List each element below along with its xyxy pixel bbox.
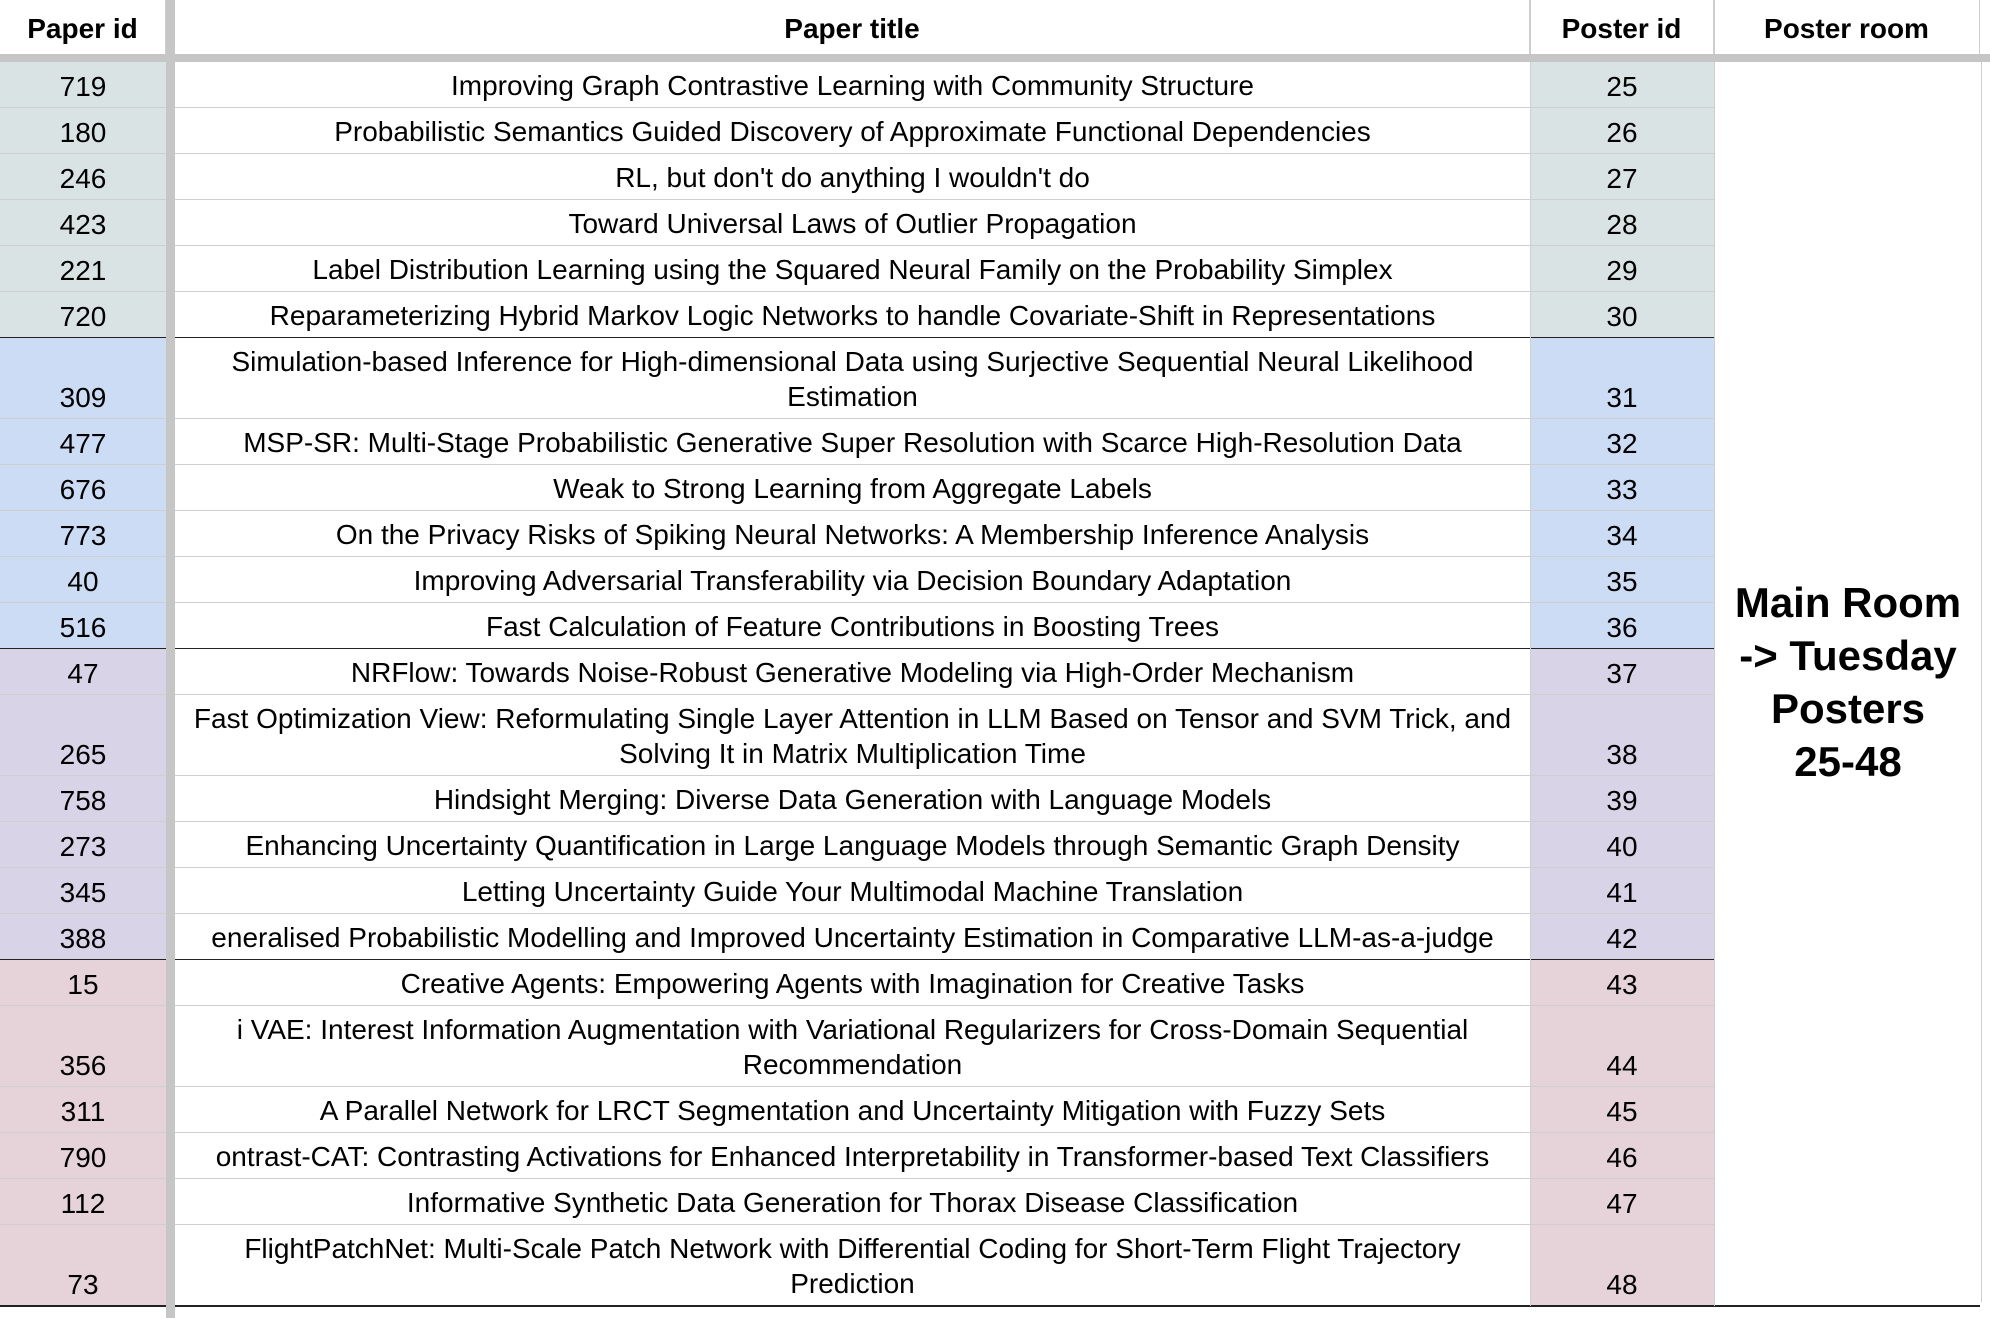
paper-title-cell[interactable] [175, 1225, 1530, 1306]
paper-title-text: Toward Universal Laws of Outlier Propagation [568, 207, 1137, 239]
paper-title-text: Simulation-based Inference for High-dimensional Data using Surjective Sequential Neural Likelihood Estimation [231, 345, 1474, 412]
frozen-column-divider[interactable] [166, 0, 175, 1318]
table-row[interactable] [0, 868, 1714, 914]
paper-title-text: NRFlow: Towards Noise-Robust Generative Modeling via High-Order Mechanism [350, 656, 1355, 688]
poster-id-cell[interactable]: 41 [1530, 868, 1714, 914]
paper-title-text: Fast Optimization View: Reformulating Single Layer Attention in LLM Based on Tensor and SVM Trick, and Solving It in Matrix Multiplication Time [193, 702, 1512, 769]
poster-id-cell[interactable]: 30 [1530, 292, 1714, 338]
poster-id-cell[interactable]: 31 [1530, 338, 1714, 419]
table-row[interactable] [0, 200, 1714, 246]
paper-id-cell[interactable]: 516 [0, 603, 166, 649]
paper-id-cell[interactable]: 719 [0, 62, 166, 108]
paper-title-cell[interactable] [175, 557, 1530, 603]
poster-id-cell[interactable]: 27 [1530, 154, 1714, 200]
paper-title-cell[interactable] [175, 1006, 1530, 1087]
paper-id-cell[interactable]: 112 [0, 1179, 166, 1225]
table-row[interactable] [0, 154, 1714, 200]
poster-id-cell[interactable]: 36 [1530, 603, 1714, 649]
paper-title-cell[interactable] [175, 914, 1530, 960]
paper-id-cell[interactable]: 47 [0, 649, 166, 695]
table-row[interactable] [0, 1087, 1714, 1133]
paper-id-cell[interactable]: 720 [0, 292, 166, 338]
paper-title-cell[interactable] [175, 465, 1530, 511]
table-row[interactable] [0, 914, 1714, 960]
table-row[interactable] [0, 511, 1714, 557]
poster-id-cell[interactable]: 39 [1530, 776, 1714, 822]
table-row[interactable] [0, 1006, 1714, 1087]
table-row[interactable] [0, 419, 1714, 465]
paper-title-text: Letting Uncertainty Guide Your Multimodal Machine Translation [461, 875, 1244, 907]
paper-id-cell[interactable]: 311 [0, 1087, 166, 1133]
paper-title-cell[interactable] [175, 649, 1530, 695]
paper-title-text: Hindsight Merging: Diverse Data Generation with Language Models [433, 783, 1272, 815]
paper-id-cell[interactable]: 477 [0, 419, 166, 465]
paper-title-cell[interactable] [175, 292, 1530, 338]
paper-id-cell[interactable]: 40 [0, 557, 166, 603]
paper-title-text: ontrast-CAT: Contrasting Activations for Enhanced Interpretability in Transformer-based Text Classifiers [215, 1140, 1490, 1172]
table-row[interactable] [0, 557, 1714, 603]
poster-id-cell[interactable]: 37 [1530, 649, 1714, 695]
table-row[interactable] [0, 465, 1714, 511]
paper-title-cell[interactable] [175, 822, 1530, 868]
paper-title-cell[interactable] [175, 108, 1530, 154]
table-row[interactable] [0, 246, 1714, 292]
header-poster-room[interactable]: Poster room [1714, 0, 1980, 58]
paper-title-text: eneralised Probabilistic Modelling and Improved Uncertainty Estimation in Comparative LLM-as-a-judge [211, 921, 1494, 953]
paper-id-cell[interactable]: 790 [0, 1133, 166, 1179]
paper-id-cell[interactable]: 773 [0, 511, 166, 557]
table-row[interactable] [0, 62, 1714, 108]
poster-id-cell[interactable]: 28 [1530, 200, 1714, 246]
paper-id-cell[interactable]: 273 [0, 822, 166, 868]
header-poster-id[interactable]: Poster id [1530, 0, 1714, 58]
paper-id-cell[interactable]: 345 [0, 868, 166, 914]
poster-id-cell[interactable]: 47 [1530, 1179, 1714, 1225]
paper-id-cell[interactable]: 15 [0, 960, 166, 1006]
paper-title-text: Label Distribution Learning using the Squared Neural Family on the Probability Simplex [312, 253, 1393, 285]
paper-id-cell[interactable]: 423 [0, 200, 166, 246]
paper-id-cell[interactable]: 265 [0, 695, 166, 776]
paper-id-cell[interactable]: 180 [0, 108, 166, 154]
poster-id-cell[interactable]: 40 [1530, 822, 1714, 868]
paper-title-cell[interactable] [175, 62, 1530, 108]
paper-title-text: Improving Graph Contrastive Learning with Community Structure [450, 69, 1254, 101]
poster-id-cell[interactable]: 26 [1530, 108, 1714, 154]
paper-id-cell[interactable]: 73 [0, 1225, 166, 1306]
column-gridline [1530, 0, 1531, 1306]
paper-title-cell[interactable] [175, 419, 1530, 465]
poster-id-cell[interactable]: 46 [1530, 1133, 1714, 1179]
poster-id-cell[interactable]: 42 [1530, 914, 1714, 960]
paper-title-text: Reparameterizing Hybrid Markov Logic Networks to handle Covariate-Shift in Representations [269, 299, 1436, 331]
poster-id-cell[interactable]: 34 [1530, 511, 1714, 557]
paper-title-cell[interactable] [175, 603, 1530, 649]
paper-title-text: A Parallel Network for LRCT Segmentation and Uncertainty Mitigation with Fuzzy Sets [319, 1094, 1386, 1126]
poster-room-cell[interactable]: Main Room -> Tuesday Posters 25-48 [1714, 62, 1982, 1302]
poster-id-cell[interactable]: 43 [1530, 960, 1714, 1006]
paper-title-cell[interactable] [175, 695, 1530, 776]
paper-id-cell[interactable]: 676 [0, 465, 166, 511]
paper-id-cell[interactable]: 246 [0, 154, 166, 200]
poster-id-cell[interactable]: 33 [1530, 465, 1714, 511]
paper-title-text: Fast Calculation of Feature Contributions in Boosting Trees [485, 610, 1220, 642]
paper-title-cell[interactable] [175, 338, 1530, 419]
table-row[interactable] [0, 960, 1714, 1006]
paper-title-cell[interactable] [175, 1133, 1530, 1179]
paper-title-cell[interactable] [175, 511, 1530, 557]
paper-title-text: Improving Adversarial Transferability via Decision Boundary Adaptation [413, 564, 1292, 596]
paper-id-cell[interactable]: 356 [0, 1006, 166, 1087]
table-row[interactable] [0, 649, 1714, 695]
frozen-row-divider[interactable] [0, 54, 1990, 62]
paper-title-text: Weak to Strong Learning from Aggregate Labels [553, 472, 1152, 504]
paper-id-cell[interactable]: 309 [0, 338, 166, 419]
table-row[interactable] [0, 1179, 1714, 1225]
poster-id-cell[interactable]: 29 [1530, 246, 1714, 292]
paper-title-cell[interactable] [175, 246, 1530, 292]
paper-title-text: FlightPatchNet: Multi-Scale Patch Network with Differential Coding for Short-Term Flight Trajectory Prediction [244, 1232, 1461, 1299]
table-row[interactable] [0, 603, 1714, 649]
table-row[interactable] [0, 108, 1714, 154]
poster-id-cell[interactable]: 45 [1530, 1087, 1714, 1133]
poster-id-cell[interactable]: 48 [1530, 1225, 1714, 1306]
paper-title-cell[interactable] [175, 868, 1530, 914]
paper-title-cell[interactable] [175, 1087, 1530, 1133]
paper-title-text: Enhancing Uncertainty Quantification in Large Language Models through Semantic Graph Density [245, 829, 1460, 861]
poster-id-cell[interactable]: 38 [1530, 695, 1714, 776]
header-paper-title[interactable]: Paper title [175, 0, 1530, 58]
paper-title-text: MSP-SR: Multi-Stage Probabilistic Generative Super Resolution with Scarce High-Resolution Data [243, 426, 1462, 458]
paper-title-text: Informative Synthetic Data Generation for Thorax Disease Classification [406, 1186, 1299, 1218]
poster-id-cell[interactable]: 44 [1530, 1006, 1714, 1087]
paper-title-cell[interactable] [175, 776, 1530, 822]
table-row[interactable] [0, 338, 1714, 419]
paper-title-text: On the Privacy Risks of Spiking Neural Networks: A Membership Inference Analysis [335, 518, 1370, 550]
table-row[interactable] [0, 292, 1714, 338]
paper-title-text: RL, but don't do anything I wouldn't do [615, 161, 1090, 193]
table-row[interactable] [0, 776, 1714, 822]
paper-title-cell[interactable] [175, 960, 1530, 1006]
paper-id-cell[interactable]: 388 [0, 914, 166, 960]
paper-title-cell[interactable] [175, 154, 1530, 200]
paper-title-cell[interactable] [175, 1179, 1530, 1225]
poster-id-cell[interactable]: 35 [1530, 557, 1714, 603]
paper-id-cell[interactable]: 221 [0, 246, 166, 292]
paper-title-text: Probabilistic Semantics Guided Discovery of Approximate Functional Dependencies [334, 115, 1371, 147]
header-paper-id[interactable]: Paper id [0, 0, 166, 58]
paper-id-cell[interactable]: 758 [0, 776, 166, 822]
table-row[interactable] [0, 1225, 1714, 1306]
table-row[interactable] [0, 695, 1714, 776]
poster-id-cell[interactable]: 32 [1530, 419, 1714, 465]
paper-title-text: Creative Agents: Empowering Agents with Imagination for Creative Tasks [400, 967, 1305, 999]
paper-title-text: i VAE: Interest Information Augmentation with Variational Regularizers for Cross-Domain Sequential Recommendation [236, 1013, 1469, 1080]
table-row[interactable] [0, 1133, 1714, 1179]
table-bottom-border [0, 1305, 1980, 1307]
paper-title-cell[interactable] [175, 200, 1530, 246]
table-row[interactable] [0, 822, 1714, 868]
poster-id-cell[interactable]: 25 [1530, 62, 1714, 108]
